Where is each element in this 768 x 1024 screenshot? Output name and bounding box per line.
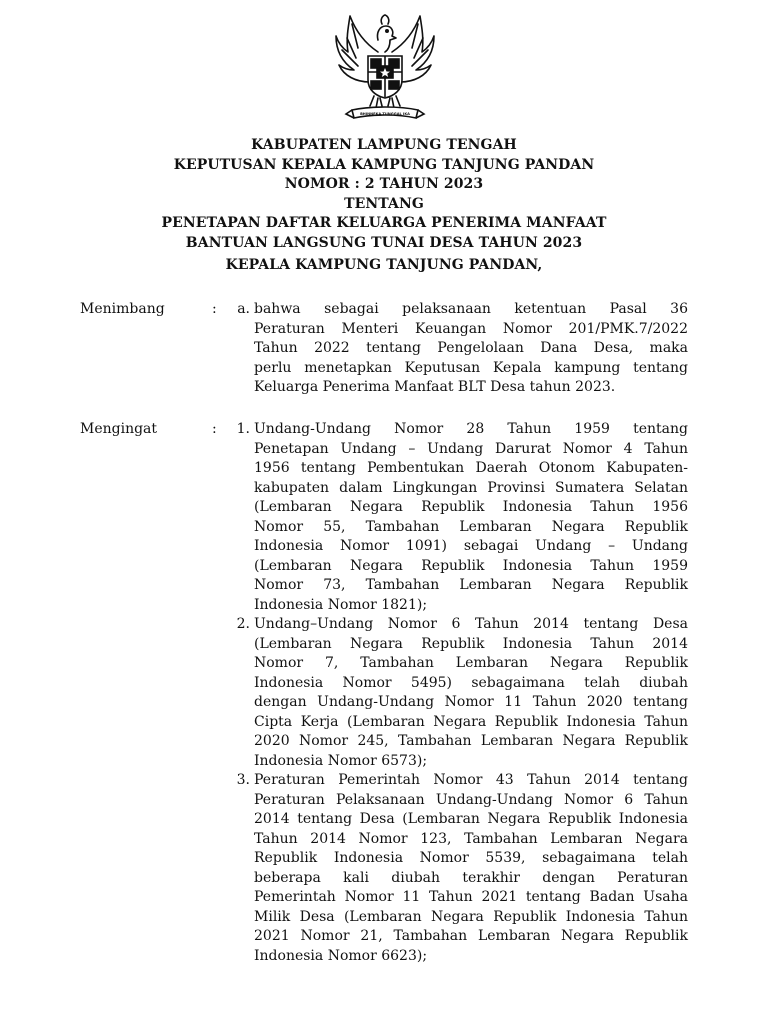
text-line: dengan Undang-Undang Nomor 11 Tahun 2020 tentang xyxy=(254,694,688,710)
heading-subject-2: BANTUAN LANGSUNG TUNAI DESA TAHUN 2023 xyxy=(185,234,583,251)
section-label-menimbang: Menimbang xyxy=(80,301,165,317)
text-line: Tahun 2022 tentang Pengelolaan Dana Desa, maka xyxy=(254,340,688,356)
text-line: Nomor 7, Tambahan Lembaran Negara Republik xyxy=(254,655,688,671)
section-colon-mengingat: : xyxy=(212,421,217,437)
heading-official: KEPALA KAMPUNG TANJUNG PANDAN, xyxy=(225,257,543,273)
text-line: Penetapan Undang – Undang Darurat Nomor 4 Tahun xyxy=(254,440,688,457)
text-line: beberapa kali diubah terakhir dengan Peraturan xyxy=(254,869,688,886)
text-line: 1956 tentang Pembentukan Daerah Otonom Kabupaten- xyxy=(254,460,688,476)
text-line: Nomor 73, Tambahan Lembaran Negara Republik xyxy=(254,577,688,593)
text-line: Republik Indonesia Nomor 5539, sebagaimana telah xyxy=(254,850,688,866)
mengingat-item-2 xyxy=(254,615,688,771)
text-line: 2021 Nomor 21, Tambahan Lembaran Negara Republik xyxy=(254,928,688,944)
text-line: Peraturan Pemerintah Nomor 43 Tahun 2014 tentang xyxy=(254,772,688,788)
text-line: Indonesia Nomor 5495) sebagaimana telah diubah xyxy=(254,674,688,691)
item-marker: a. xyxy=(237,301,250,317)
document-heading xyxy=(100,136,668,276)
text-line: Pemerintah Nomor 11 Tahun 2021 tentang Badan Usaha xyxy=(254,889,688,905)
text-line: Indonesia Nomor 1821); xyxy=(254,596,428,613)
text-line: kabupaten dalam Lingkungan Provinsi Sumatera Selatan xyxy=(254,479,688,496)
emblem-motto: BHINNEKA TUNGGAL IKA xyxy=(360,112,410,116)
text-line: (Lembaran Negara Republik Indonesia Tahun 2014 xyxy=(254,635,688,652)
text-line: Keluarga Penerima Manfaat BLT Desa tahun 2023. xyxy=(254,379,616,395)
text-line: Indonesia Nomor 6623); xyxy=(254,947,428,964)
text-line: (Lembaran Negara Republik Indonesia Tahun 1959 xyxy=(254,557,688,574)
text-line: Peraturan Menteri Keuangan Nomor 201/PMK.7/2022 xyxy=(254,320,688,337)
text-line: Undang-Undang Nomor 28 Tahun 1959 tentang xyxy=(254,421,688,437)
text-line: Undang–Undang Nomor 6 Tahun 2014 tentang Desa xyxy=(254,616,688,632)
text-line: Milik Desa (Lembaran Negara Republik Indonesia Tahun xyxy=(254,908,688,925)
section-colon-menimbang: : xyxy=(212,301,217,317)
text-line: Cipta Kerja (Lembaran Negara Republik Indonesia Tahun xyxy=(254,713,688,730)
item-marker: 1. xyxy=(236,421,250,437)
garuda-pancasila-emblem-icon xyxy=(330,10,440,125)
text-line: Tahun 2014 Nomor 123, Tambahan Lembaran Negara xyxy=(254,830,688,847)
text-line: bahwa sebagai pelaksanaan ketentuan Pasal 36 xyxy=(254,301,688,317)
text-line: (Lembaran Negara Republik Indonesia Tahun 1956 xyxy=(254,499,688,515)
text-line: 2014 tentang Desa (Lembaran Negara Republik Indonesia xyxy=(254,811,688,827)
heading-decree-number: NOMOR : 2 TAHUN 2023 xyxy=(284,176,484,192)
heading-tentang: TENTANG xyxy=(344,195,424,212)
section-label-mengingat: Mengingat xyxy=(80,421,158,437)
heading-decree-title: KEPUTUSAN KEPALA KAMPUNG TANJUNG PANDAN xyxy=(173,156,595,173)
mengingat-item-3 xyxy=(254,771,688,966)
mengingat-item-1 xyxy=(254,420,688,615)
text-line: 2020 Nomor 245, Tambahan Lembaran Negara Republik xyxy=(254,733,688,749)
heading-regency: KABUPATEN LAMPUNG TENGAH xyxy=(251,137,517,153)
text-line: Nomor 55, Tambahan Lembaran Negara Republik xyxy=(254,518,688,535)
item-marker: 2. xyxy=(236,616,250,632)
menimbang-item-a xyxy=(254,300,688,398)
item-marker: 3. xyxy=(236,772,250,788)
text-line: Indonesia Nomor 1091) sebagai Undang – Undang xyxy=(254,538,688,554)
text-line: Indonesia Nomor 6573); xyxy=(254,752,428,769)
text-line: Peraturan Pelaksanaan Undang-Undang Nomor 6 Tahun xyxy=(254,791,688,808)
heading-subject-1: PENETAPAN DAFTAR KELUARGA PENERIMA MANFAAT xyxy=(161,215,607,231)
text-line: perlu menetapkan Keputusan Kepala kampung tentang xyxy=(254,359,688,376)
